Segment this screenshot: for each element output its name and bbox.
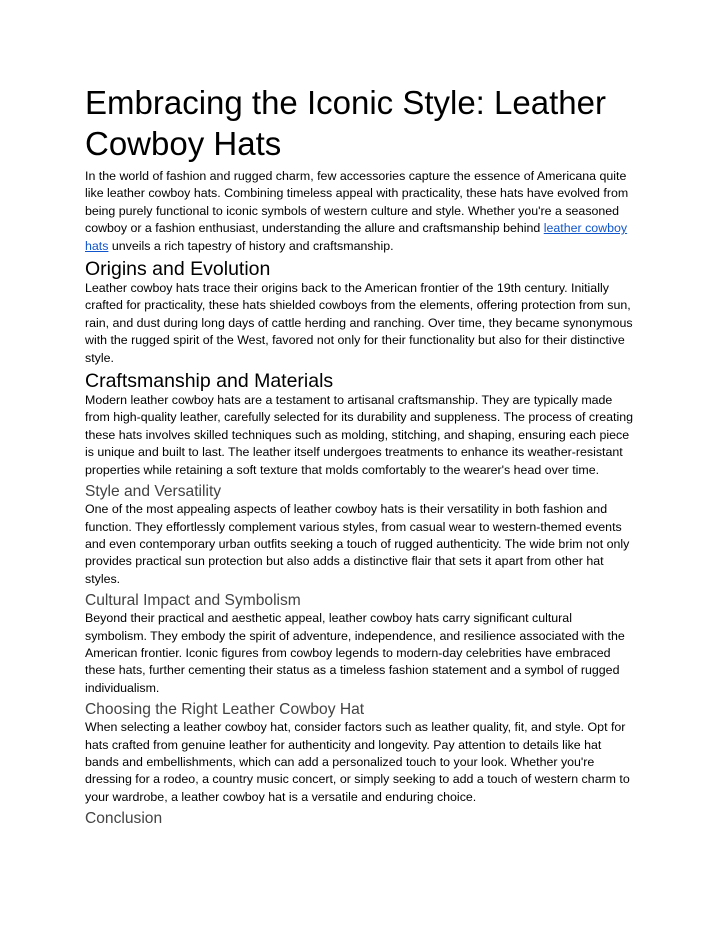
section-body-origins: Leather cowboy hats trace their origins back to the American frontier of the 19th century. Initially crafted for practicality, these hats shielded cowboys from the elements, offering protection from sun, rain, and dust during long days of cattle herding and ranching. Over time, they became synonymous with the rugged spirit of the West, favored not only for their functionality but also for their distinctive style. [85, 281, 633, 365]
intro-text-start: In the world of fashion and rugged charm, few accessories capture the essence of Americana quite like leather cowboy hats. Combining timeless appeal with practicality, these hats have evolved from being purely functional to iconic symbols of western culture and style. Whether you're a seasoned cowboy or a fashion enthusiast, understanding the allure and craftsmanship behind [85, 169, 629, 236]
section-heading-origins: Origins and Evolution [85, 258, 271, 281]
intro-paragraph [85, 168, 637, 255]
section-heading-cultural-impact: Cultural Impact and Symbolism [85, 592, 301, 610]
section-body-choosing: When selecting a leather cowboy hat, consider factors such as leather quality, fit, and style. Opt for hats crafted from genuine leather for authenticity and longevity. Pay attention to details like hat bands and embellishments, which can add a personalized touch to your look. Whether you're dressing for a rodeo, a country music concert, or simply seeking to add a touch of western charm to your wardrobe, a leather cowboy hat is a versatile and enduring choice. [85, 720, 630, 804]
intro-text-end: unveils a rich tapestry of history and craftsmanship. [108, 238, 394, 253]
section-body-style: One of the most appealing aspects of leather cowboy hats is their versatility in both fashion and function. They effortlessly complement various styles, from casual wear to western-themed events and even contemporary urban outfits seeking a touch of rugged authenticity. The wide brim not only provides practical sun protection but also adds a distinctive flair that sets it apart from other hat styles. [85, 502, 630, 586]
document-title: Embracing the Iconic Style: Leather Cowboy Hats [85, 84, 606, 162]
section-body-cultural-impact: Beyond their practical and aesthetic appeal, leather cowboy hats carry significant cultural symbolism. They embody the spirit of adventure, independence, and resilience associated with the American frontier. Iconic figures from cowboy legends to modern-day celebrities have embraced these hats, further cementing their status as a timeless fashion statement and a symbol of rugged individualism. [85, 611, 625, 695]
section-body-craftsmanship: Modern leather cowboy hats are a testament to artisanal craftsmanship. They are typically made from high-quality leather, carefully selected for its durability and suppleness. The process of creating these hats involves skilled techniques such as molding, stitching, and shaping, ensuring each piece is unique and built to last. The leather itself undergoes treatments to enhance its weather-resistant properties while retaining a soft texture that molds comfortably to the wearer's head over time. [85, 393, 634, 477]
section-heading-choosing: Choosing the Right Leather Cowboy Hat [85, 701, 365, 719]
leather-cowboy-hats-link[interactable]: leather cowboy hats [85, 221, 628, 253]
section-heading-craftsmanship: Craftsmanship and Materials [85, 370, 334, 393]
document-page [85, 82, 637, 828]
section-heading-conclusion: Conclusion [85, 810, 163, 828]
section-heading-style: Style and Versatility [85, 483, 222, 501]
